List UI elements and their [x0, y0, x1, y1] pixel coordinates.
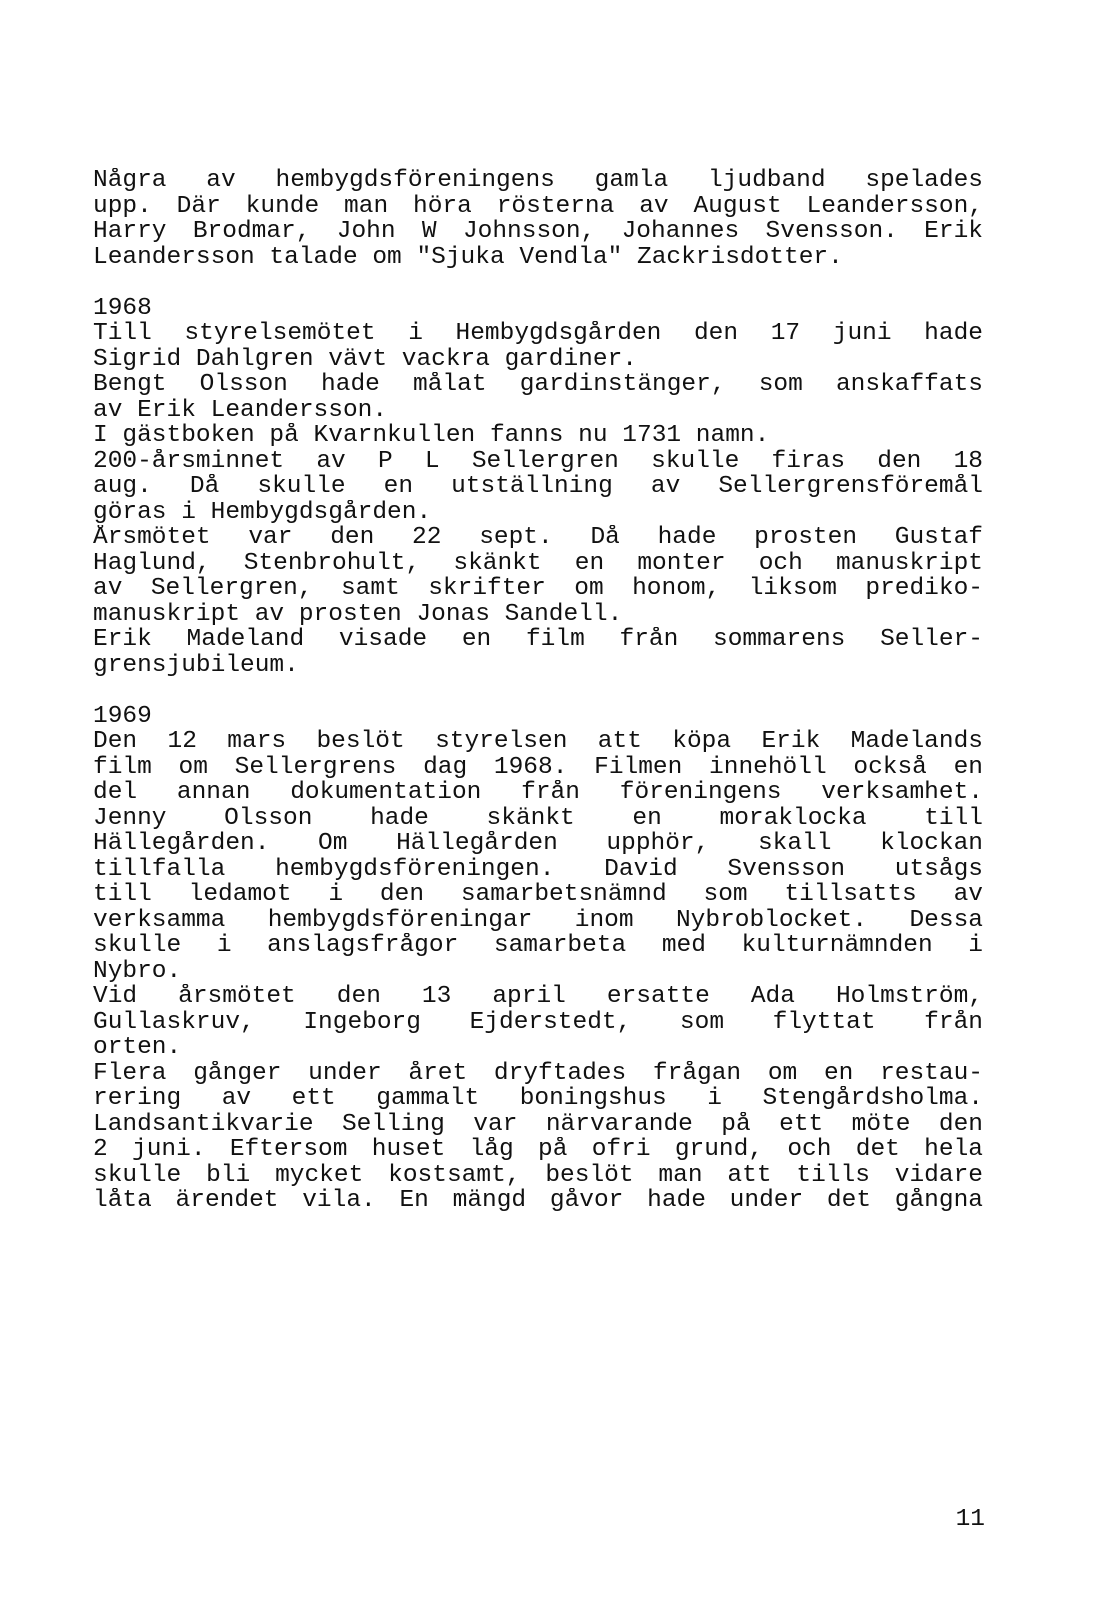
document-body	[93, 168, 983, 1214]
text-line: del annan dokumentation från föreningens verksamhet.	[93, 780, 983, 806]
text-line: film om Sellergrens dag 1968. Filmen innehöll också en	[93, 754, 983, 780]
text-line: I gästboken på Kvarnkullen fanns nu 1731 namn.	[93, 423, 770, 449]
text-line: av Sellergren, samt skrifter om honom, liksom prediko-	[93, 576, 983, 602]
text-line: Till styrelsemötet i Hembygdsgården den 17 juni hade	[93, 321, 983, 347]
text-line: av Erik Leandersson.	[93, 397, 388, 423]
text-line: Erik Madeland visade en film från sommarens Seller-	[93, 627, 983, 653]
paragraph	[93, 168, 983, 270]
text-line: Sigrid Dahlgren vävt vackra gardiner.	[93, 346, 637, 372]
text-line: 1968	[93, 295, 152, 321]
text-line: Bengt Olsson hade målat gardinstänger, som anskaffats	[93, 372, 983, 398]
text-line: rering av ett gammalt boningshus i Stengårdsholma.	[93, 1086, 983, 1112]
text-line: aug. Då skulle en utställning av Sellergrensföremål	[93, 474, 983, 500]
text-line: Hällegården. Om Hällegården upphör, skall klockan	[93, 831, 983, 857]
text-line: Årsmötet var den 22 sept. Då hade prosten Gustaf	[93, 525, 983, 551]
text-line: skulle bli mycket kostsamt, beslöt man att tills vidare	[93, 1162, 983, 1188]
text-line: skulle i anslagsfrågor samarbeta med kulturnämnden i	[93, 933, 983, 959]
text-line: Gullaskruv, Ingeborg Ejderstedt, som flyttat från	[93, 1009, 983, 1035]
text-line: tillfalla hembygdsföreningen. David Svensson utsågs	[93, 856, 983, 882]
text-line: göras i Hembygdsgården.	[93, 499, 432, 525]
text-line: orten.	[93, 1035, 182, 1061]
text-line: Haglund, Stenbrohult, skänkt en monter och manuskript	[93, 550, 983, 576]
text-line: verksamma hembygdsföreningar inom Nybroblocket. Dessa	[93, 907, 983, 933]
text-line: Flera gånger under året dryftades frågan om en restau-	[93, 1060, 983, 1086]
text-line: Landsantikvarie Selling var närvarande på ett möte den	[93, 1111, 983, 1137]
paragraph-gap	[93, 678, 983, 704]
text-line: Harry Brodmar, John W Johnsson, Johannes Svensson. Erik	[93, 219, 983, 245]
text-line: låta ärendet vila. En mängd gåvor hade under det gångna	[93, 1188, 983, 1214]
paragraph-gap	[93, 270, 983, 296]
paragraph	[93, 296, 983, 679]
text-line: upp. Där kunde man höra rösterna av August Leandersson,	[93, 193, 983, 219]
text-line: Nybro.	[93, 958, 182, 984]
text-line: 1969	[93, 703, 152, 729]
text-line: Den 12 mars beslöt styrelsen att köpa Erik Madelands	[93, 729, 983, 755]
text-line: grensjubileum.	[93, 652, 299, 678]
text-line: Jenny Olsson hade skänkt en moraklocka till	[93, 805, 983, 831]
page-number: 11	[955, 1506, 985, 1533]
text-line: Vid årsmötet den 13 april ersatte Ada Holmström,	[93, 984, 983, 1010]
text-line: 2 juni. Eftersom huset låg på ofri grund, och det hela	[93, 1137, 983, 1163]
text-line: 200-årsminnet av P L Sellergren skulle firas den 18	[93, 448, 983, 474]
paragraph	[93, 704, 983, 1214]
text-line: till ledamot i den samarbetsnämnd som tillsatts av	[93, 882, 983, 908]
text-line: manuskript av prosten Jonas Sandell.	[93, 601, 623, 627]
text-line: Några av hembygdsföreningens gamla ljudband spelades	[93, 168, 983, 194]
text-line: Leandersson talade om "Sjuka Vendla" Zackrisdotter.	[93, 244, 843, 270]
